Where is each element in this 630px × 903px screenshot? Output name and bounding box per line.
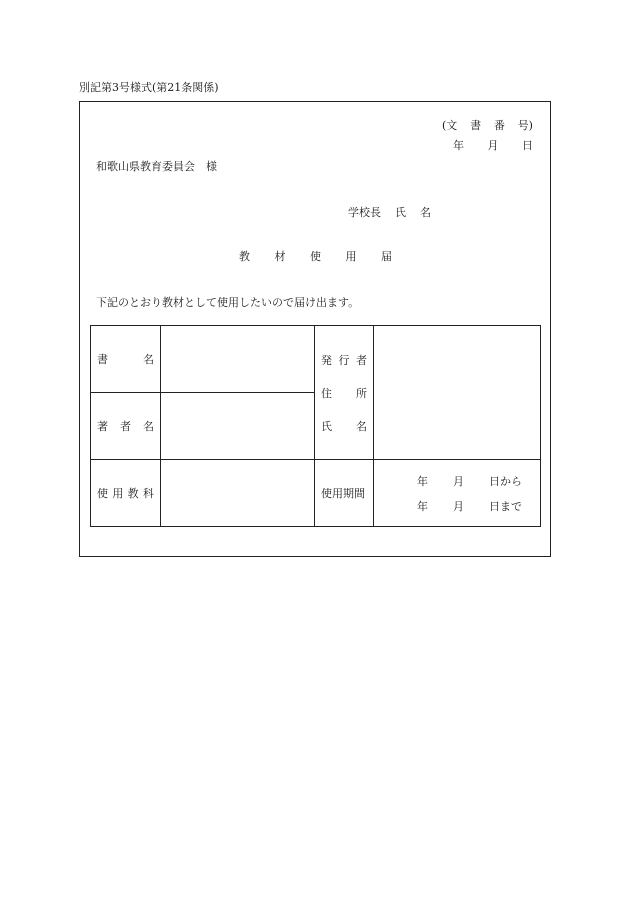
book-title-label: [91, 326, 161, 393]
book-title-field[interactable]: [161, 326, 315, 393]
sender-name-2: 名: [420, 206, 431, 219]
body-text: 下記のとおり教材として使用したいので届け出ます。: [96, 296, 360, 309]
name-label: [321, 418, 367, 434]
label-char: 教: [127, 487, 139, 500]
sender-name-1: 氏: [395, 206, 406, 219]
publisher-label-cell: [315, 326, 374, 460]
title-char: 用: [345, 250, 357, 263]
label-char: 者: [120, 420, 131, 433]
label-char: 所: [356, 386, 367, 400]
document-title: [239, 251, 392, 262]
publisher-field[interactable]: [374, 326, 541, 460]
period-field[interactable]: [374, 460, 541, 527]
author-label: [91, 393, 161, 460]
label-char: 発: [321, 353, 332, 367]
label-char: 住: [321, 386, 332, 400]
label-char: 氏: [321, 419, 332, 433]
period-part: 月: [453, 499, 464, 513]
label-char: 名: [143, 420, 154, 433]
period-part: 日まで: [489, 499, 522, 513]
document-date: [453, 140, 533, 151]
doc-number-part: 書: [470, 119, 482, 132]
title-char: 届: [381, 250, 392, 263]
period-part: 年: [417, 499, 428, 513]
label-char: 著: [97, 420, 108, 433]
subject-label: [91, 460, 161, 527]
date-day: 日: [522, 139, 533, 152]
period-end: [417, 498, 522, 514]
date-month: 月: [487, 139, 499, 152]
title-char: 教: [239, 250, 250, 263]
sender-title: 学校長: [348, 206, 381, 219]
label-char: 者: [356, 353, 367, 367]
doc-number-part: 号): [517, 119, 533, 132]
label-char: 名: [356, 419, 367, 433]
period-label: 使用期間: [321, 487, 365, 500]
subject-field[interactable]: [161, 460, 315, 527]
document-number: [442, 120, 533, 131]
addressee: 和歌山県教育委員会 様: [96, 160, 217, 173]
title-char: 使: [310, 250, 321, 263]
publisher-label: [321, 352, 367, 368]
label-char: 使: [97, 487, 108, 500]
label-char: 名: [143, 353, 154, 366]
period-part: 年: [417, 474, 428, 488]
form-table: [90, 325, 541, 527]
doc-number-part: (文: [442, 119, 458, 132]
label-char: 書: [97, 353, 108, 366]
period-part: 日から: [489, 474, 522, 488]
form-label: 別記第3号様式(第21条関係): [79, 81, 219, 94]
period-part: 月: [453, 474, 464, 488]
address-label: [321, 385, 367, 401]
period-label-cell: [315, 460, 374, 527]
doc-number-part: 番: [493, 119, 505, 132]
period-start: [417, 473, 522, 489]
label-char: 科: [142, 487, 154, 500]
label-char: 行: [338, 353, 350, 367]
label-char: 用: [112, 487, 124, 500]
date-year: 年: [453, 139, 464, 152]
author-field[interactable]: [161, 393, 315, 460]
title-char: 材: [274, 250, 286, 263]
sender: [348, 207, 431, 218]
